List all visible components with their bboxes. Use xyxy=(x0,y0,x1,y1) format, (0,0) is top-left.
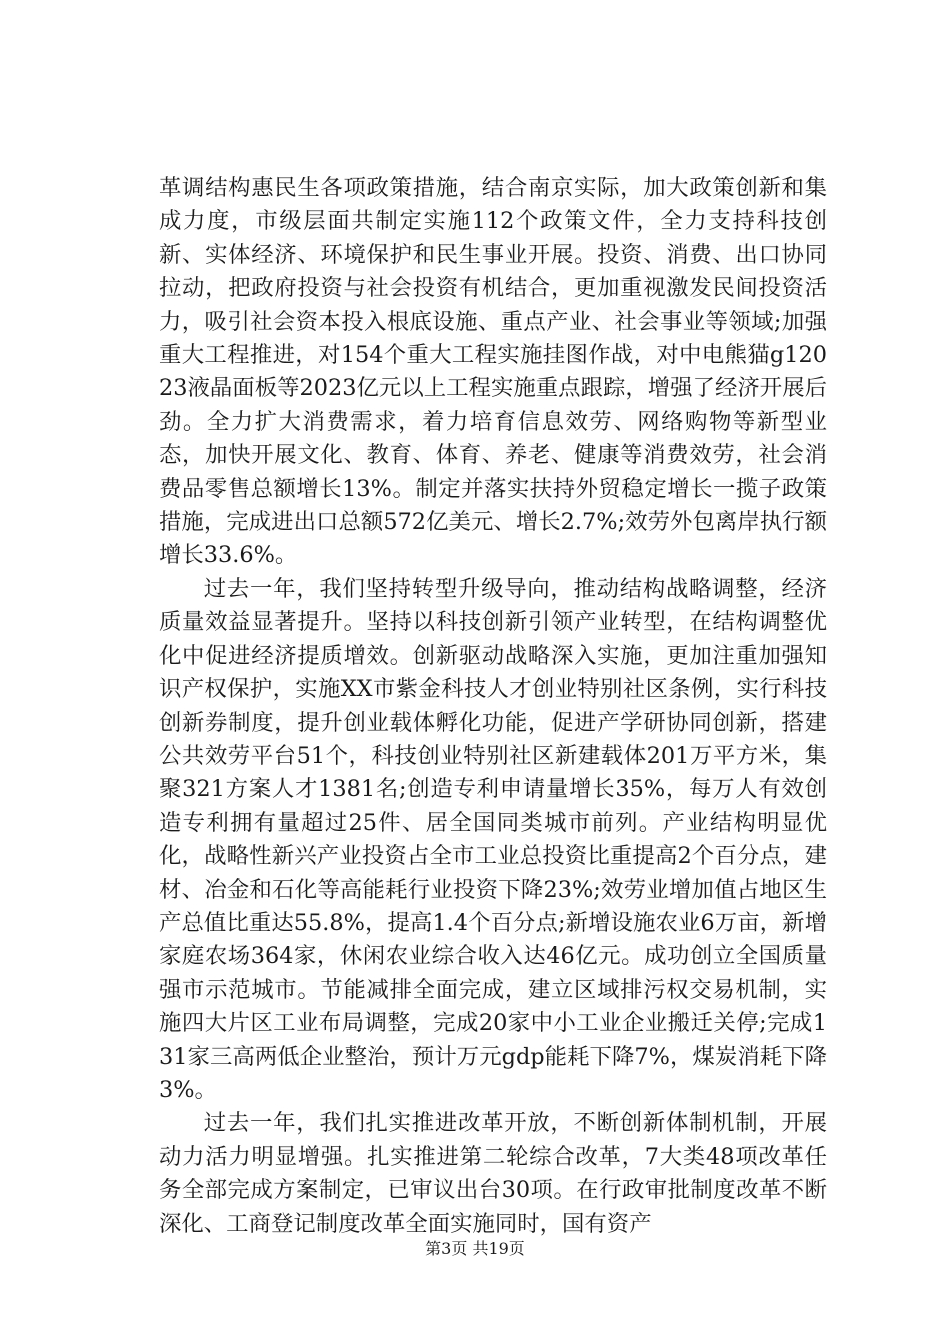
page-number-label: 第3页 共19页 xyxy=(425,1239,525,1258)
paragraph-3: 过去一年，我们扎实推进改革开放，不断创新体制机制，开展动力活力明显增强。扎实推进第二轮综合改革，7大类48项改革任务全部完成方案制定，已审议出台30项。在行政审批制度改革不断深化、工商登记制度改革全面实施同时，国有资产 xyxy=(159,1110,827,1237)
paragraph-2: 过去一年，我们坚持转型升级导向，推动结构战略调整，经济质量效益显著提升。坚持以科技创新引领产业转型，在结构调整优化中促进经济提质增效。创新驱动战略深入实施，更加注重加强知识产权保护，实施XX市紫金科技人才创业特别社区条例，实行科技创新券制度，提升创业载体孵化功能，促进产学研协同创新，搭建公共效劳平台51个，科技创业特别社区新建载体201万平方米，集聚321方案人才1381名;创造专利申请量增长35%，每万人有效创造专利拥有量超过25件、居全国同类城市前列。产业结构明显优化，战略性新兴产业投资占全市工业总投资比重提高2个百分点，建材、冶金和石化等高能耗行业投资下降23%;效劳业增加值占地区生产总值比重达55.8%，提高1.4个百分点;新增设施农业6万亩，新增家庭农场364家，休闲农业综合收入达46亿元。成功创立全国质量强市示范城市。节能减排全面完成，建立区域排污权交易机制，实施四大片区工业布局调整，完成20家中小工业企业搬迁关停;完成131家三高两低企业整治，预计万元gdp能耗下降7%，煤炭消耗下降3%。 xyxy=(159,575,827,1103)
body-text xyxy=(159,172,827,1241)
paragraph-1: 革调结构惠民生各项政策措施，结合南京实际，加大政策创新和集成力度，市级层面共制定实施112个政策文件，全力支持科技创新、实体经济、环境保护和民生事业开展。投资、消费、出口协同拉动，把政府投资与社会投资有机结合，更加重视激发民间投资活力，吸引社会资本投入根底设施、重点产业、社会事业等领域;加强重大工程推进，对154个重大工程实施挂图作战，对中电熊猫g12023液晶面板等2023亿元以上工程实施重点跟踪，增强了经济开展后劲。全力扩大消费需求，着力培育信息效劳、网络购物等新型业态，加快开展文化、教育、体育、养老、健康等消费效劳，社会消费品零售总额增长13%。制定并落实扶持外贸稳定增长一揽子政策措施，完成进出口总额572亿美元、增长2.7%;效劳外包离岸执行额增长33.6%。 xyxy=(159,175,827,569)
page-footer xyxy=(0,1239,950,1259)
